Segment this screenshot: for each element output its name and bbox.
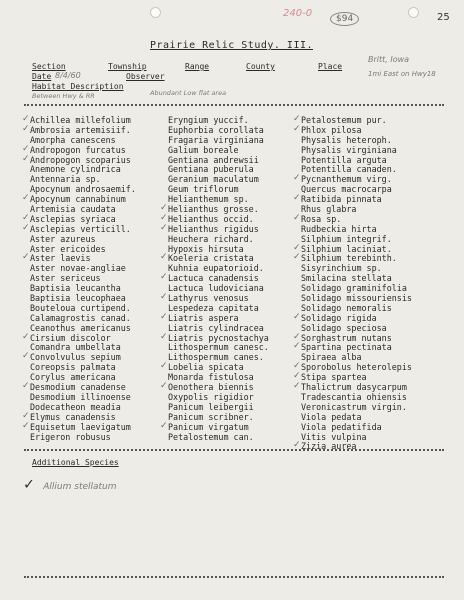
species-name: Geranium maculatum bbox=[168, 174, 259, 185]
check-mark-icon: ✓ bbox=[22, 193, 30, 204]
species-name: Thalictrum dasycarpum bbox=[301, 382, 407, 393]
species-column-2 bbox=[160, 115, 269, 442]
check-mark-icon: ✓ bbox=[160, 292, 168, 303]
species-name: Hypoxis hirsuta bbox=[168, 243, 244, 254]
species-name: Potentilla arguta bbox=[301, 154, 387, 165]
species-name: Solidago missouriensis bbox=[301, 293, 412, 304]
species-name: Viola pedatifida bbox=[301, 421, 382, 432]
species-name: Aster novae-angliae bbox=[30, 263, 126, 274]
species-name: Aster azureus bbox=[30, 233, 96, 244]
check-mark-icon: ✓ bbox=[22, 222, 30, 233]
check-mark-icon: ✓ bbox=[293, 212, 301, 223]
species-name: Monarda fistulosa bbox=[168, 372, 254, 383]
species-name: Solidago speciosa bbox=[301, 322, 387, 333]
check-mark-icon: ✓ bbox=[293, 173, 301, 184]
section-label: Section bbox=[32, 62, 66, 71]
species-name: Artemisia caudata bbox=[30, 204, 116, 215]
species-name: Lathyrus venosus bbox=[168, 293, 249, 304]
species-name: Solidago graminifolia bbox=[301, 283, 407, 294]
species-name: Anemone cylindrica bbox=[30, 164, 121, 175]
species-name: Helianthus occid. bbox=[168, 213, 254, 224]
species-name: Veronicastrum virgin. bbox=[301, 401, 407, 412]
species-name: Solidago rigida bbox=[301, 312, 377, 323]
species-name: Ceanothus americanus bbox=[30, 322, 131, 333]
species-column-3 bbox=[293, 114, 412, 452]
species-name: Amorpha canescens bbox=[30, 134, 116, 145]
species-name: Spartina pectinata bbox=[301, 342, 392, 353]
species-name: Panicum scribner. bbox=[168, 411, 254, 422]
species-name: Aster laevis bbox=[30, 253, 91, 264]
species-name: Achillea millefolium bbox=[30, 115, 131, 125]
check-mark-icon: ✓ bbox=[160, 381, 168, 392]
species-name: Fragaria virginiana bbox=[168, 134, 264, 145]
species-name: Geum triflorum bbox=[168, 184, 239, 195]
species-name: Desmodium illinoense bbox=[30, 391, 131, 402]
check-mark-icon: ✓ bbox=[22, 331, 30, 342]
observer-label: Observer bbox=[126, 72, 165, 81]
check-mark-icon: ✓ bbox=[22, 143, 30, 154]
species-name: Sporobolus heterolepis bbox=[301, 362, 412, 373]
check-mark-icon: ✓ bbox=[24, 474, 44, 493]
species-name: Rudbeckia hirta bbox=[301, 223, 377, 234]
species-name: Andropogon scoparius bbox=[30, 154, 131, 165]
check-mark-icon: ✓ bbox=[160, 252, 168, 263]
species-name: Sisyrinchium sp. bbox=[301, 263, 382, 274]
county-label: County bbox=[246, 62, 275, 71]
species-name: Rosa sp. bbox=[301, 213, 342, 224]
species-name: Calamagrostis canad. bbox=[30, 312, 131, 323]
check-mark-icon: ✓ bbox=[160, 361, 168, 372]
species-name: Lithospermum canesc. bbox=[168, 342, 269, 353]
species-name: Sorghastrum nutans bbox=[301, 332, 392, 343]
species-name: Lithospermum canes. bbox=[168, 352, 264, 363]
additional-species-label: Additional Species bbox=[32, 458, 119, 467]
check-mark-icon: ✓ bbox=[293, 193, 301, 204]
punch-hole bbox=[408, 7, 419, 18]
check-mark-icon: ✓ bbox=[160, 331, 168, 342]
check-mark-icon: ✓ bbox=[22, 123, 30, 134]
species-name: Gentiana andrewsii bbox=[168, 154, 259, 165]
species-name: Helianthus grosse. bbox=[168, 204, 259, 215]
punch-hole bbox=[150, 7, 161, 18]
additional-species-entry: Allium stellatum bbox=[43, 482, 117, 492]
dotted-separator bbox=[24, 104, 444, 106]
species-name: Pycnanthemum virg. bbox=[301, 174, 392, 185]
check-mark-icon: ✓ bbox=[22, 381, 30, 392]
species-name: Dodecatheon meadia bbox=[30, 401, 121, 412]
check-mark-icon: ✓ bbox=[293, 123, 301, 134]
species-name: Panicum leibergii bbox=[168, 401, 254, 412]
range-label: Range bbox=[185, 62, 210, 71]
check-mark-icon: ✓ bbox=[160, 222, 168, 233]
additional-species-list bbox=[24, 474, 117, 493]
page-number: 25 bbox=[437, 12, 450, 23]
species-name: Tradescantia ohiensis bbox=[301, 391, 407, 402]
check-mark-icon: ✓ bbox=[22, 351, 30, 362]
species-name: Koeleria cristata bbox=[168, 253, 254, 264]
species-name: Lobelia spicata bbox=[168, 362, 244, 373]
check-mark-icon: ✓ bbox=[22, 114, 30, 124]
page-title: Prairie Relic Study. III. bbox=[150, 40, 314, 51]
species-row bbox=[168, 433, 269, 443]
species-name: Quercus macrocarpa bbox=[301, 184, 392, 195]
species-name: Stipa spartea bbox=[301, 372, 367, 383]
check-mark-icon: ✓ bbox=[293, 371, 301, 382]
habitat-label: Habitat Description bbox=[32, 82, 124, 91]
check-mark-icon: ✓ bbox=[293, 242, 301, 253]
species-name: Zizia aurea bbox=[301, 441, 357, 452]
check-mark-icon: ✓ bbox=[22, 252, 30, 263]
place-handwritten: Britt, Iowa bbox=[368, 55, 410, 64]
check-mark-icon: ✓ bbox=[22, 420, 30, 431]
species-name: Corylus americana bbox=[30, 372, 116, 383]
township-label: Township bbox=[108, 62, 147, 71]
species-name: Physalis heteroph. bbox=[301, 134, 392, 145]
species-name: Vitis vulpina bbox=[301, 431, 367, 442]
species-name: Petalostemum pur. bbox=[301, 115, 387, 125]
check-mark-icon: ✓ bbox=[160, 420, 168, 431]
species-name: Heuchera richard. bbox=[168, 233, 254, 244]
species-name: Convolvulus sepium bbox=[30, 352, 121, 363]
species-name: Coreopsis palmata bbox=[30, 362, 116, 373]
check-mark-icon: ✓ bbox=[293, 341, 301, 352]
species-name: Liatris cylindracea bbox=[168, 322, 264, 333]
species-name: Liatris aspera bbox=[168, 312, 239, 323]
check-mark-icon: ✓ bbox=[293, 381, 301, 392]
check-mark-icon: ✓ bbox=[293, 311, 301, 322]
species-name: Helianthus rigidus bbox=[168, 223, 259, 234]
species-name: Eryngium yuccif. bbox=[168, 115, 249, 125]
circled-number: $94 bbox=[330, 12, 359, 26]
species-name: Lactuca ludoviciana bbox=[168, 283, 264, 294]
check-mark-icon: ✓ bbox=[160, 311, 168, 322]
species-column-1 bbox=[22, 114, 136, 442]
species-name: Oxypolis rigidior bbox=[168, 391, 254, 402]
species-name: Baptisia leucantha bbox=[30, 283, 121, 294]
species-name: Andropogon furcatus bbox=[30, 144, 126, 155]
species-name: Asclepias verticill. bbox=[30, 223, 131, 234]
species-name: Silphium laciniat. bbox=[301, 243, 392, 254]
species-name: Solidago nemoralis bbox=[301, 302, 392, 313]
species-name: Liatris pycnostachya bbox=[168, 332, 269, 343]
species-name: Baptisia leucophaea bbox=[30, 293, 126, 304]
species-name: Lespedeza capitata bbox=[168, 302, 259, 313]
species-name: Cirsium discolor bbox=[30, 332, 111, 343]
dotted-separator bbox=[24, 449, 444, 451]
species-name: Silphium terebinth. bbox=[301, 253, 397, 264]
species-name: Erigeron robusus bbox=[30, 431, 111, 442]
species-name: Galium boreale bbox=[168, 144, 239, 155]
species-name: Panicum virgatum bbox=[168, 421, 249, 432]
species-name: Comandra umbellata bbox=[30, 342, 121, 353]
check-mark-icon: ✓ bbox=[293, 440, 301, 451]
species-name: Gentiana puberula bbox=[168, 164, 254, 175]
species-name: Euphorbia corollata bbox=[168, 124, 264, 135]
habitat-handwritten-2: Abundant Low flat area bbox=[150, 89, 227, 97]
species-name: Smilacina stellata bbox=[301, 273, 392, 284]
species-name: Desmodium canadense bbox=[30, 382, 126, 393]
check-mark-icon: ✓ bbox=[160, 203, 168, 214]
species-name: Rhus glabra bbox=[301, 204, 357, 215]
species-name: Aster ericoides bbox=[30, 243, 106, 254]
species-name: Apocynum cannabinum bbox=[30, 194, 126, 205]
species-name: Aster sericeus bbox=[30, 273, 101, 284]
species-name: Helianthemum sp. bbox=[168, 194, 249, 205]
check-mark-icon: ✓ bbox=[160, 212, 168, 223]
species-row bbox=[30, 433, 136, 443]
species-name: Silphium integrif. bbox=[301, 233, 392, 244]
check-mark-icon: ✓ bbox=[22, 410, 30, 421]
check-mark-icon: ✓ bbox=[293, 331, 301, 342]
date-label: Date bbox=[32, 72, 52, 81]
place-handwritten-2: 1mi East on Hwy18 bbox=[368, 70, 436, 78]
check-mark-icon: ✓ bbox=[160, 272, 168, 283]
species-name: Ambrosia artemisiif. bbox=[30, 124, 131, 135]
date-handwritten: 8/4/60 bbox=[55, 71, 81, 80]
red-handwritten-number: 240-0 bbox=[283, 8, 313, 19]
check-mark-icon: ✓ bbox=[22, 153, 30, 164]
species-name: Petalostemum can. bbox=[168, 431, 254, 442]
species-name: Physalis virginiana bbox=[301, 144, 397, 155]
species-name: Antennaria sp. bbox=[30, 174, 101, 185]
species-name: Spiraea alba bbox=[301, 352, 362, 363]
species-name: Elymus canadensis bbox=[30, 411, 116, 422]
species-name: Asclepias syriaca bbox=[30, 213, 116, 224]
check-mark-icon: ✓ bbox=[293, 114, 301, 124]
species-name: Ratibida pinnata bbox=[301, 194, 382, 205]
species-name: Kuhnia eupatorioid. bbox=[168, 263, 264, 274]
dotted-separator bbox=[24, 576, 444, 578]
species-name: Oenothera biennis bbox=[168, 382, 254, 393]
species-name: Potentilla canaden. bbox=[301, 164, 397, 175]
species-name: Lactuca canadensis bbox=[168, 273, 259, 284]
species-name: Apocynum androsaemif. bbox=[30, 184, 136, 195]
species-name: Bouteloua curtipend. bbox=[30, 302, 131, 313]
place-label: Place bbox=[318, 62, 343, 71]
check-mark-icon: ✓ bbox=[293, 252, 301, 263]
check-mark-icon: ✓ bbox=[22, 212, 30, 223]
species-name: Viola pedata bbox=[301, 411, 362, 422]
habitat-handwritten: Between Hwy & RR bbox=[32, 92, 95, 100]
species-name: Equisetum laevigatum bbox=[30, 421, 131, 432]
check-mark-icon: ✓ bbox=[293, 361, 301, 372]
species-name: Phlox pilosa bbox=[301, 124, 362, 135]
